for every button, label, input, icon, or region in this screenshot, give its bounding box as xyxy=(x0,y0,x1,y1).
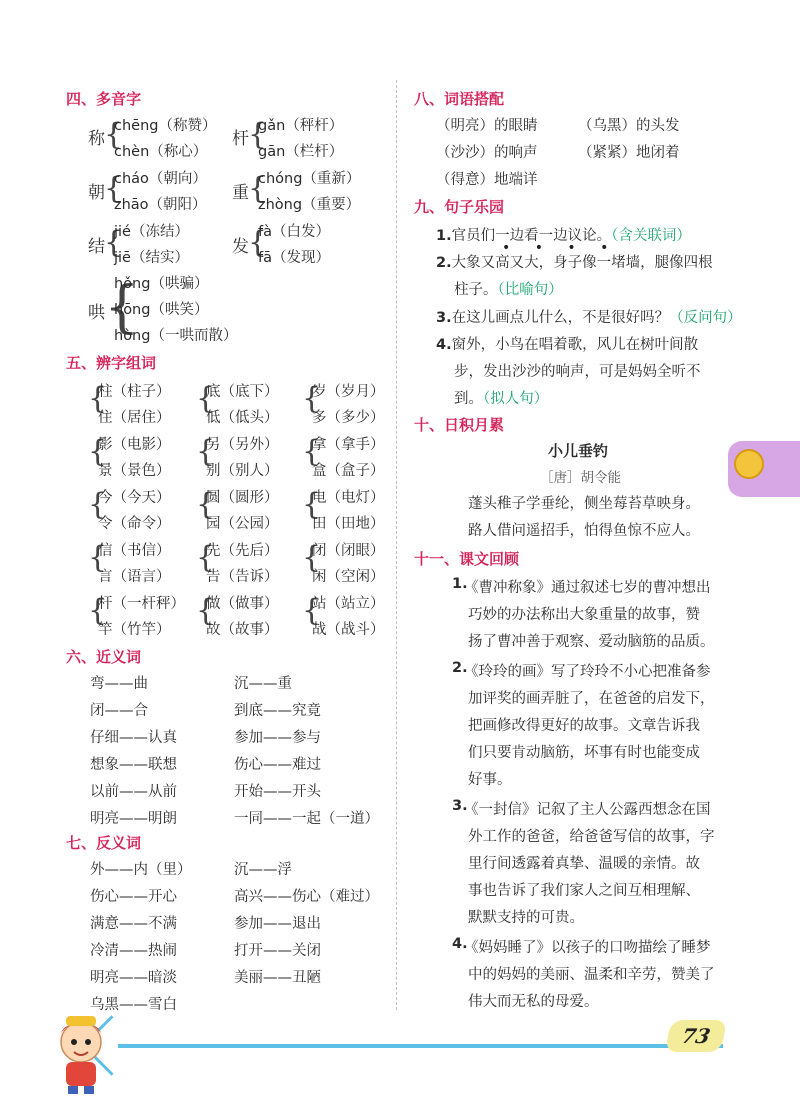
brace-icon: { xyxy=(104,171,124,206)
word-entry: 别（别人） xyxy=(206,463,279,479)
review-line: 好事。 xyxy=(468,772,512,788)
reading: hōng（哄笑） xyxy=(114,302,209,318)
reading: gān（栏杆） xyxy=(258,144,344,160)
mascot-icon xyxy=(46,1008,116,1096)
page-number: 73 xyxy=(665,1020,728,1052)
side-tab xyxy=(728,441,800,497)
sentence-item: 1.官员们一边看一边议论。（含关联词） xyxy=(436,228,691,244)
sec5-title: 五、辨字组词 xyxy=(66,354,157,372)
sec11-title: 十一、课文回顾 xyxy=(414,550,520,568)
brace-icon: { xyxy=(88,381,108,416)
poly-char: 重 xyxy=(232,183,249,203)
sentence-item: 到。（拟人句） xyxy=(454,391,549,407)
sec4-title: 四、多音字 xyxy=(66,90,142,108)
review-line: 事也告诉了我们家人之间互相理解、 xyxy=(468,883,700,899)
review-line: 《玲玲的画》写了玲玲不小心把准备参 xyxy=(464,664,711,680)
poly-char: 杆 xyxy=(232,129,249,149)
review-line: 里行间透露着真挚、温暖的亲情。故 xyxy=(468,856,700,872)
word-entry: 先（先后） xyxy=(206,543,279,559)
review-line: 《曹冲称象》通过叙述七岁的曹冲想出 xyxy=(464,580,711,596)
brace-icon: { xyxy=(88,434,108,469)
brace-icon: { xyxy=(196,540,216,575)
review-line: 巧妙的办法称出大象重量的故事，赞 xyxy=(468,607,700,623)
word-entry: 电（电灯） xyxy=(312,490,385,506)
word-entry: 园（公园） xyxy=(206,516,279,532)
antonym-pair: 明亮——暗淡 xyxy=(90,970,177,986)
sentence-item: 3.在这儿画点儿什么，不是很好吗？（反问句） xyxy=(436,310,742,326)
poly-char: 朝 xyxy=(88,183,105,203)
word-entry: 做（做事） xyxy=(206,596,279,612)
sentence-item: 4.窗外，小鸟在唱着歌，风儿在树叶间散 xyxy=(436,337,699,353)
word-entry: 闲（空闲） xyxy=(312,569,385,585)
review-line: 《妈妈睡了》以孩子的口吻描绘了睡梦 xyxy=(464,940,711,956)
brace-icon: { xyxy=(248,225,268,260)
review-line: 伟大而无私的母爱。 xyxy=(468,994,599,1010)
word-entry: 圆（圆形） xyxy=(206,490,279,506)
sentence-item: 2.大象又高又大，身子像一堵墙，腿像四根 xyxy=(436,255,713,271)
review-line: 扬了曹冲善于观察、爱动脑筋的品质。 xyxy=(468,634,715,650)
reading: hòng（一哄而散） xyxy=(114,328,238,344)
brace-icon: { xyxy=(88,487,108,522)
antonym-pair: 外——内（里） xyxy=(90,862,192,878)
synonym-pair: 沉——重 xyxy=(234,676,292,692)
reading: chēng（称赞） xyxy=(114,118,217,134)
review-line: 们只要肯动脑筋，坏事有时也能变成 xyxy=(468,745,700,761)
word-entry: 告（告诉） xyxy=(206,569,279,585)
synonym-pair: 一同——一起（一道） xyxy=(234,811,379,827)
reading: zhāo（朝阳） xyxy=(114,197,207,213)
synonym-pair: 参加——参与 xyxy=(234,730,321,746)
word-entry: 景（景色） xyxy=(98,463,171,479)
synonym-pair: 以前——从前 xyxy=(90,784,177,800)
synonym-pair: 开始——开头 xyxy=(234,784,321,800)
word-entry: 闭（闭眼） xyxy=(312,543,385,559)
antonym-pair: 冷清——热闹 xyxy=(90,943,177,959)
antonym-pair: 满意——不满 xyxy=(90,916,177,932)
word-entry: 田（田地） xyxy=(312,516,385,532)
brace-icon: { xyxy=(302,487,322,522)
word-entry: 盒（盒子） xyxy=(312,463,385,479)
brace-icon: { xyxy=(196,434,216,469)
brace-icon: { xyxy=(104,225,124,260)
sec7-title: 七、反义词 xyxy=(66,834,142,852)
reading: gǎn（秤杆） xyxy=(258,118,344,134)
reading: fā（发现） xyxy=(258,250,330,266)
synonym-pair: 弯——曲 xyxy=(90,676,148,692)
antonym-pair: 伤心——开心 xyxy=(90,889,177,905)
collocation: （紧紧）地闭着 xyxy=(578,145,680,161)
word-entry: 竿（竹竿） xyxy=(98,622,171,638)
word-entry: 柱（柱子） xyxy=(98,384,171,400)
sec6-title: 六、近义词 xyxy=(66,648,142,666)
emphasis-dots: • • • • xyxy=(502,240,619,256)
item-number: 3. xyxy=(452,798,468,814)
reading: hǒng（哄骗） xyxy=(114,276,209,292)
column-divider xyxy=(396,80,397,1010)
word-entry: 影（电影） xyxy=(98,437,171,453)
review-line: 外工作的爸爸，给爸爸写信的故事，字 xyxy=(468,829,715,845)
poem-title: 小儿垂钓 xyxy=(548,442,609,460)
brace-icon: { xyxy=(248,171,268,206)
antonym-pair: 沉——浮 xyxy=(234,862,292,878)
sentence-item: 柱子。（比喻句） xyxy=(454,282,563,298)
antonym-pair: 高兴——伤心（难过） xyxy=(234,889,379,905)
word-entry: 战（战斗） xyxy=(312,622,385,638)
word-entry: 今（今天） xyxy=(98,490,171,506)
word-entry: 信（书信） xyxy=(98,543,171,559)
tiger-face-icon xyxy=(734,449,764,479)
word-entry: 住（居住） xyxy=(98,410,171,426)
word-entry: 令（命令） xyxy=(98,516,171,532)
review-line: 默默支持的可贵。 xyxy=(468,910,584,926)
sec10-title: 十、日积月累 xyxy=(414,416,505,434)
brace-icon: { xyxy=(104,117,124,152)
brace-icon: { xyxy=(104,275,140,340)
word-entry: 另（另外） xyxy=(206,437,279,453)
footer-line xyxy=(118,1044,723,1048)
word-entry: 多（多少） xyxy=(312,410,385,426)
reading: chèn（称心） xyxy=(114,144,208,160)
poly-char: 称 xyxy=(88,129,105,149)
word-entry: 低（低头） xyxy=(206,410,279,426)
poem-line: 路人借问遥招手，怕得鱼惊不应人。 xyxy=(468,523,700,539)
antonym-pair: 打开——关闭 xyxy=(234,943,321,959)
poly-char: 结 xyxy=(88,237,105,257)
word-entry: 站（站立） xyxy=(312,596,385,612)
synonym-pair: 明亮——明朗 xyxy=(90,811,177,827)
word-entry: 拿（拿手） xyxy=(312,437,385,453)
sec8-title: 八、词语搭配 xyxy=(414,90,505,108)
review-line: 《一封信》记叙了主人公露西想念在国 xyxy=(464,802,711,818)
antonym-pair: 美丽——丑陋 xyxy=(234,970,321,986)
brace-icon: { xyxy=(88,540,108,575)
collocation: （得意）地端详 xyxy=(436,172,538,188)
sec9-title: 九、句子乐园 xyxy=(414,198,505,216)
reading: cháo（朝向） xyxy=(114,171,207,187)
brace-icon: { xyxy=(196,593,216,628)
collocation: （沙沙）的响声 xyxy=(436,145,538,161)
poly-char: 发 xyxy=(232,237,249,257)
brace-icon: { xyxy=(88,593,108,628)
reading: fà（白发） xyxy=(258,224,330,240)
brace-icon: { xyxy=(302,434,322,469)
poem-author: ［唐］胡令能 xyxy=(540,470,621,486)
collocation: （明亮）的眼睛 xyxy=(436,118,538,134)
antonym-pair: 乌黑——雪白 xyxy=(90,997,177,1013)
review-line: 加评奖的画弄脏了，在爸爸的启发下， xyxy=(468,691,715,707)
synonym-pair: 闭——合 xyxy=(90,703,148,719)
collocation: （乌黑）的头发 xyxy=(578,118,680,134)
brace-icon: { xyxy=(302,540,322,575)
word-entry: 杆（一杆秤） xyxy=(98,596,185,612)
word-entry: 故（故事） xyxy=(206,622,279,638)
brace-icon: { xyxy=(302,381,322,416)
word-entry: 底（底下） xyxy=(206,384,279,400)
brace-icon: { xyxy=(196,487,216,522)
item-number: 4. xyxy=(452,936,468,952)
item-number: 2. xyxy=(452,660,468,676)
antonym-pair: 参加——退出 xyxy=(234,916,321,932)
synonym-pair: 仔细——认真 xyxy=(90,730,177,746)
reading: jiē（结实） xyxy=(114,250,189,266)
poem-line: 蓬头稚子学垂纶，侧坐莓苔草映身。 xyxy=(468,496,700,512)
sentence-item: 步，发出沙沙的响声，可是妈妈全听不 xyxy=(454,364,701,380)
synonym-pair: 想象——联想 xyxy=(90,757,177,773)
reading: zhòng（重要） xyxy=(258,197,361,213)
brace-icon: { xyxy=(248,117,268,152)
item-number: 1. xyxy=(452,576,468,592)
synonym-pair: 伤心——难过 xyxy=(234,757,321,773)
poly-char: 哄 xyxy=(88,303,105,323)
review-line: 中的妈妈的美丽、温柔和辛劳，赞美了 xyxy=(468,967,715,983)
word-entry: 言（语言） xyxy=(98,569,171,585)
brace-icon: { xyxy=(196,381,216,416)
brace-icon: { xyxy=(302,593,322,628)
synonym-pair: 到底——究竟 xyxy=(234,703,321,719)
word-entry: 岁（岁月） xyxy=(312,384,385,400)
review-line: 把画修改得更好的故事。文章告诉我 xyxy=(468,718,700,734)
reading: jié（冻结） xyxy=(114,224,189,240)
reading: chóng（重新） xyxy=(258,171,361,187)
